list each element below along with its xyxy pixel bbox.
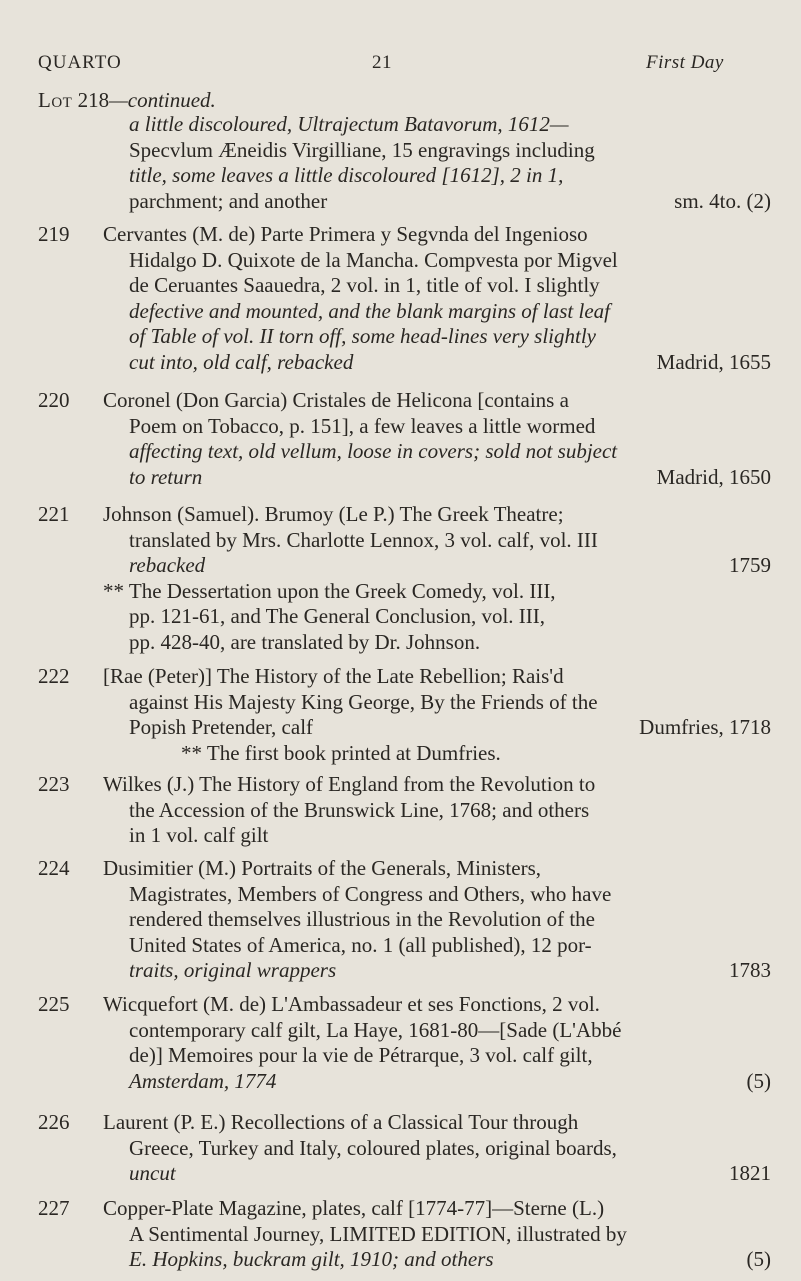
lot-imprint: Madrid, 1655 xyxy=(656,349,771,374)
lot-imprint: Dumfries, 1718 xyxy=(639,715,771,739)
lot-line: Greece, Turkey and Italy, coloured plates, original boards, xyxy=(129,1135,617,1160)
lot-line: a little discoloured, Ultrajectum Batavorum, 1612— xyxy=(129,112,569,136)
lot-number: 221 xyxy=(38,502,70,526)
lot-number: 220 xyxy=(38,388,70,412)
lot-description xyxy=(103,772,771,849)
lot-number: 227 xyxy=(38,1196,70,1220)
lot-line: Wicquefort (M. de) L'Ambassadeur et ses Fonctions, 2 vol. xyxy=(103,992,600,1016)
lot-description xyxy=(103,664,771,766)
lot-line: of Table of vol. II torn off, some head-lines very slightly xyxy=(129,324,596,348)
lot-line xyxy=(103,1247,771,1273)
lot-description xyxy=(103,1110,771,1187)
lot-number: 226 xyxy=(38,1110,70,1134)
lot-date: 1759 xyxy=(729,553,771,577)
lot-line: A Sentimental Journey, LIMITED EDITION, illustrated by xyxy=(129,1221,627,1246)
lot-description xyxy=(103,992,771,1094)
lot-number: 225 xyxy=(38,992,70,1016)
lot-line: United States of America, no. 1 (all published), 12 por- xyxy=(129,932,592,957)
lot-line: Specvlum Æneidis Virgilliane, 15 engravings including xyxy=(129,137,595,162)
lot-line: rendered themselves illustrious in the Revolution of the xyxy=(129,907,595,931)
lot-line: the Accession of the Brunswick Line, 1768; and others xyxy=(129,797,590,822)
lot-line: Copper-Plate Magazine, plates, calf [1774-77]—Sterne (L.) xyxy=(103,1196,605,1220)
lot-line-text: traits, original wrappers xyxy=(129,958,337,982)
lot-word: Lot xyxy=(38,88,73,112)
running-head-left: QUARTO xyxy=(38,52,122,73)
lot-line-text: Amsterdam, 1774 xyxy=(129,1068,277,1093)
lot-line-text: Popish Pretender, calf xyxy=(129,715,314,739)
lot-note: ** The first book printed at Dumfries. xyxy=(181,740,501,765)
lot-line: title, some leaves a little discoloured [1612], 2 in 1, xyxy=(129,163,564,187)
lot-number: 224 xyxy=(38,856,70,880)
lot-line: defective and mounted, and the blank margins of last leaf xyxy=(129,298,610,323)
lot-line: against His Majesty King George, By the Friends of the xyxy=(129,689,598,714)
lot-line: Wilkes (J.) The History of England from the Revolution to xyxy=(103,772,596,796)
lot-line-text: cut into, old calf, rebacked xyxy=(129,349,354,374)
lot-line xyxy=(103,715,771,741)
lot-line-text: E. Hopkins, buckram gilt, 1910; and others xyxy=(129,1247,494,1271)
running-head-right: First Day xyxy=(646,52,724,73)
lot-note: pp. 121-61, and The General Conclusion, vol. III, xyxy=(129,604,546,628)
lot-note: ** The Dessertation upon the Greek Comedy, vol. III, xyxy=(103,578,556,603)
lot-line xyxy=(103,553,771,579)
lot-line: affecting text, old vellum, loose in covers; sold not subject xyxy=(129,439,618,463)
lot-line: de Ceruantes Saauedra, 2 vol. in 1, title of vol. I slightly xyxy=(129,273,600,297)
lot-date: 1821 xyxy=(729,1161,771,1185)
lot-line: contemporary calf gilt, La Haye, 1681-80—[Sade (L'Abbé xyxy=(129,1017,622,1042)
lot-number: 219 xyxy=(38,222,70,246)
lot-line-text: parchment; and another xyxy=(129,188,328,213)
lot-line-text: rebacked xyxy=(129,553,206,577)
lot-description xyxy=(103,112,771,214)
lot-line xyxy=(103,189,771,215)
lot-line: Cervantes (M. de) Parte Primera y Segvnda del Ingenioso xyxy=(103,222,588,246)
lot-line: Dusimitier (M.) Portraits of the Generals, Ministers, xyxy=(103,856,542,880)
lot-line: Poem on Tobacco, p. 151], a few leaves a little wormed xyxy=(129,413,596,438)
lot-line-text: to return xyxy=(129,464,203,489)
lot-line xyxy=(103,350,771,376)
lot-description xyxy=(103,388,771,490)
lot-line: Magistrates, Members of Congress and Others, who have xyxy=(129,881,612,906)
lot-imprint: Madrid, 1650 xyxy=(656,464,771,489)
lot-note: pp. 428-40, are translated by Dr. Johnson. xyxy=(129,629,481,654)
lot-number: 223 xyxy=(38,772,70,796)
page-number: 21 xyxy=(372,52,392,73)
lot-description xyxy=(103,1196,771,1273)
continued-label: —continued. xyxy=(109,88,216,112)
running-head xyxy=(0,52,801,78)
lot-line: [Rae (Peter)] The History of the Late Rebellion; Rais'd xyxy=(103,664,564,688)
lot-line xyxy=(103,465,771,491)
lot-number: 218 xyxy=(77,88,110,112)
lot-count: (5) xyxy=(746,1068,771,1093)
lot-line: in 1 vol. calf gilt xyxy=(129,823,269,847)
lot-description xyxy=(103,502,771,655)
lot-count: (5) xyxy=(746,1247,771,1271)
lot-number: 222 xyxy=(38,664,70,688)
lot-line: Laurent (P. E.) Recollections of a Classical Tour through xyxy=(103,1110,579,1134)
lot-format: sm. 4to. (2) xyxy=(674,188,771,213)
lot-description xyxy=(103,222,771,375)
lot-line: Hidalgo D. Quixote de la Mancha. Compvesta por Migvel xyxy=(129,247,618,272)
lot-line: de)] Memoires pour la vie de Pétrarque, 3 vol. calf gilt, xyxy=(129,1043,593,1067)
lot-description xyxy=(103,856,771,984)
lot-line: Coronel (Don Garcia) Cristales de Helicona [contains a xyxy=(103,388,569,412)
lot-line xyxy=(103,1069,771,1095)
lot-line: translated by Mrs. Charlotte Lennox, 3 vol. calf, vol. III xyxy=(129,527,598,552)
lot-line: Johnson (Samuel). Brumoy (Le P.) The Greek Theatre; xyxy=(103,502,564,526)
lot-line xyxy=(103,958,771,984)
lot-date: 1783 xyxy=(729,958,771,982)
lot-line xyxy=(103,1161,771,1187)
lot-218-heading xyxy=(38,88,216,113)
lot-line-text: uncut xyxy=(129,1161,176,1185)
